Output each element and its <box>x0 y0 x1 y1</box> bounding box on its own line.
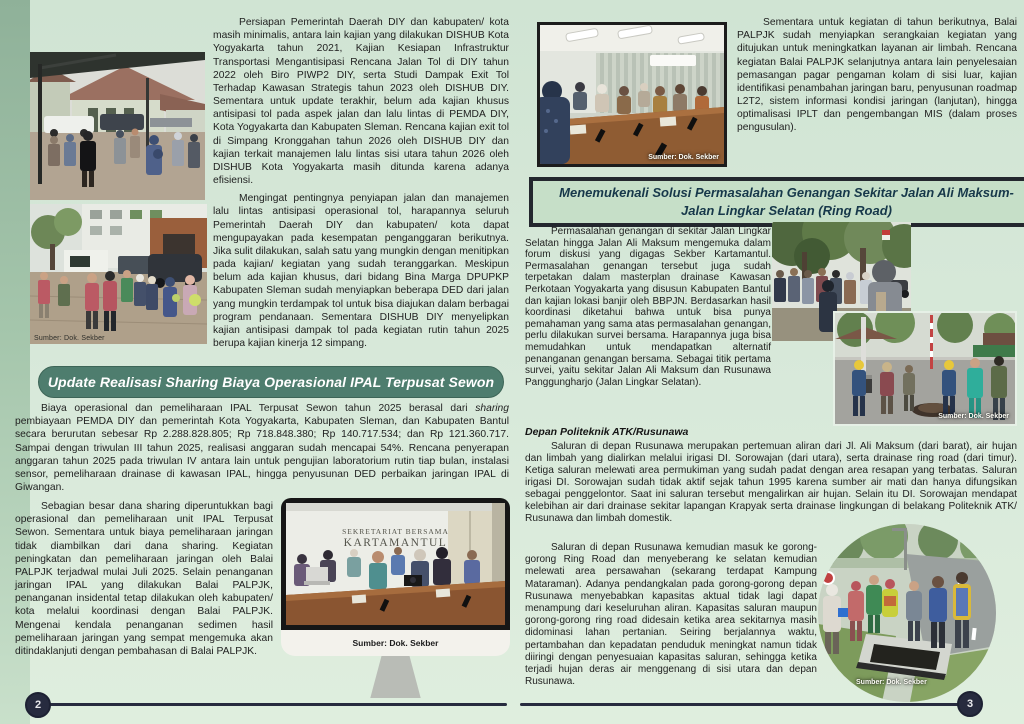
photo-sekber-meeting <box>286 503 505 625</box>
sekber-meeting-illustration <box>286 503 505 625</box>
photo-meeting-room <box>537 22 727 167</box>
courtyard-illustration <box>30 204 207 344</box>
meeting-room-illustration <box>540 25 724 164</box>
field-briefing-illustration <box>30 52 205 200</box>
photo-caption: Sumber: Dok. Sekber <box>648 154 719 161</box>
page-number-label: 2 <box>34 699 42 711</box>
sharing-paragraph-pre: Biaya operasional dan pemeliharaan IPAL Terpusat Sewon tahun 2025 berasal dari <box>41 403 476 414</box>
photo-caption: Sumber: Dok. Sekber <box>352 638 439 648</box>
photo-drainage-circle <box>818 524 996 702</box>
section-banner-genangan <box>529 177 1024 227</box>
photo-field-briefing <box>30 52 205 200</box>
banner-title: Update Realisasi Sharing Biaya Operasional IPAL Terpusat Sewon <box>47 374 495 390</box>
page-number-3 <box>957 691 983 717</box>
channel-paragraph: Saluran di depan Rusunawa merupakan pertemuan aliran dari Jl. Ali Maksum (dari barat), air hujan dan limbah yang dialirkan melalui irigasi DI. Sorowajan (dari utara), serta drainase ring road (dari timur). Ketiga saluran melewati area permukiman yang sudah padat dengan area resapan yang terbatas. Saluran irigasi DI. Sorowajan sudah tidak aktif sejak tahun 1995 karena sumber air mati dan hanya difungsikan sebagai penggelontor. Saat ini saluran tersebut mengalirkan air hujan. Selain itu DI. Sorowajan mendapat kelebihan air dari drainase sekitar lapangan Krapyak serta drainase lingkungan di belakang Politeknik ATK/ Rusunawa dan limbah domestik. <box>525 441 1017 525</box>
section-banner-ipal-sewon <box>38 366 504 398</box>
photo-courtyard-group <box>30 204 207 344</box>
page-number-2 <box>25 692 51 718</box>
wall-sign-line1: SEKRETARIAT BERSAMA <box>342 527 449 536</box>
next-activities-paragraph: Sementara untuk kegiatan di tahun berikutnya, Balai PALPJK sudah menyiapkan serangkaian kegiatan yang ditujukan untuk meningkatkan layanan air limbah. Rencana kegiatan Balai PALPJK selanjutnya antara lain penyelesaian pemasangan pagar pengaman kolam di sisi luar, kajian identifikasi penambahan jaringan baru, penyusunan roadmap L2T2, sistem informasi kondisi jaringan (lanjutan), hingga optimalisasi IPLT dan pengembangan MIS (dalam proses pengusulan). <box>737 17 1017 134</box>
photo-caption: Sumber: Dok. Sekber <box>34 335 105 342</box>
wall-sign-line2: KARTAMANTUL <box>343 537 448 549</box>
sharing-cost-paragraph <box>15 402 509 494</box>
intro-paragraph-2: Mengingat pentingnya penyiapan jalan dan manajemen lalu lintas antisipasi operasional tol, harapannya seluruh Pemerintah Daerah DIY dan kabupaten/ kota dapat mengupayakan pada kesempatan penganggaran berikutnya. Jika sulit dilakukan, salah satu yang mungkin dengan menitipkan pada kajian/ kegiatan yang sudah teranggarkan. Meskipun belum ada kajian khusus, dari bidang Bina Marga DPUPKP Kabupaten Sleman sudah menyiapkan beberapa DED dari jalan yang mungkin terdampak tol untuk bisa diajukan dalam berbagai program pendanaan. Sementara DISHUB DIY menyelipkan kajian antisipasi dampak tol pada kegiatan rutin tahun 2025 berupa kajian kinerja 12 simpang. <box>213 193 509 350</box>
manhole-survey-illustration <box>835 313 1015 424</box>
intro-paragraph-1: Persiapan Pemerintah Daerah DIY dan kabupaten/ kota masih minimalis, antara lain kajian yang dilakukan DISHUB Kota Yogyakarta tahun 2021, Kajian Kesiapan Infrastruktur Transportasi Mengantisipasi Rencana Jalan Tol di DIY tahun 2022 oleh Biro PIWP2 DIY, serta Studi Dampak Exit Tol Terhadap Kawasan Strategis tahun 2023 oleh DISHUB DIY. Sementara untuk update terakhir, belum ada kajian khusus antisipasi tol pada aspek jalan dan lalu lintas di PEMDA DIY, Kota Yogyakarta dan Kabupaten Sleman. Rencana kajian exit tol di Simpang Kronggahan tahun 2026 oleh DISHUB DIY dan kajian terkait manajemen lalu lintas sisi utara tahun 2026 oleh DISHUB Kota Yogyakarta masih ditunda karena adanya efisiensi. <box>213 17 509 187</box>
banner-title: Menemukenali Solusi Permasalahan Genangan Sekitar Jalan Ali Maksum-Jalan Lingkar Selatan (Ring Road) <box>559 185 1014 218</box>
monitor-stand <box>361 656 431 698</box>
subheading-politeknik <box>525 426 945 438</box>
footer-line-page3 <box>520 703 970 706</box>
monitor-mockup <box>281 498 510 698</box>
footer-line-page2 <box>38 703 507 706</box>
sharing-paragraph-italic: sharing <box>475 403 509 414</box>
monitor-bezel <box>281 498 510 630</box>
photo-manhole-survey <box>833 311 1017 426</box>
subheading-label: Depan Politeknik ATK/Rusunawa <box>525 426 689 438</box>
drainage-survey-illustration <box>818 524 996 702</box>
intro-text-column <box>213 16 509 350</box>
sharing-usage-paragraph: Sebagian besar dana sharing diperuntukkan bagi operasional dan pemeliharaan unit IPAL Terpusat Sewon. Sementara untuk biaya pemeliharaan jaringan tidak diambilkan dari dana sharing. Kegiatan peningkatan dan pemeliharaan jaringan oleh Balai PALPJK terjadwal mulai Juli 2025. Selain penanganan jaringan IPAL yang dilakukan Balai PALPJK, penanganan insidental tetap dilakukan oleh kabupaten/ kota melalui koordinasi dengan Balai PALPJK. Mengenai kendala penanganan sedimen hasil pemeliharaan jaringan yang sempat mengemuka akan ditindaklanjuti dengan pembahasan di Balai PALPJK. <box>15 501 273 657</box>
monitor-caption-bar <box>281 630 510 656</box>
page-number-label: 3 <box>966 698 974 710</box>
sharing-paragraph-post: pembiayaan PEMDA DIY dan pemerintah Kota Yogyakarta, Kabupaten Sleman, dan Kabupaten Bantul secara berurutan sebesar Rp 2.288.828.805; Rp 718.848.380; Rp 140.717.534; dan Rp 121.360.717. Sampai dengan triwulan III tahun 2025, realisasi anggaran sudah mencapai 54%. Rencana penyerapan anggaran tahun 2025 pada triwulan IV antara lain untuk pengujian laboratorium rutin tiap bulan, instalasi sensor, pemeliharaan drainase di kawasan IPAL, hingga penyusunan DED perbaikan jaringan IPAL di Giwangan. <box>15 416 509 494</box>
flood-problem-paragraph: Permasalahan genangan di sekitar Jalan Lingkar Selatan hingga Jalan Ali Maksum mengemuka dalam forum diskusi yang digagas Sekber Kartamantul. Permasalahan genangan tersebut juga sudah terpetakan dalam masterplan drainase Kawasan Perkotaan Yogyakarta yang disusun Kabupaten Bantul dan kajian lokasi banjir oleh BBPJN. Berdasarkan hasil koordinasi diketahui bahwa untuk bisa punya pemahaman yang sama atas permasalahan genangan, perlu dilakukan survei bersama. Harapannya juga bisa memudahkan untuk mendapatkan alternatif penanganan genangan bersama. Sebagai titik pertama survei, yaitu sekitar Jalan Ali Maksum dan Rusunawa Panggungharjo (Jalan Lingkar Selatan). <box>525 226 771 388</box>
culvert-paragraph: Saluran di depan Rusunawa kemudian masuk ke gorong-gorong Ring Road dan menyeberang ke selatan kemudian melewati area persawahan (sekarang terdapat Kampung Mataraman). Adanya pendangkalan pada gorong-gorong depan Rusunawa menyebabkan kapasitas aktual tidak lagi dapat menampung dari keseluruhan aliran. Kapasitas saluran maupun gorong-gorong ring road didesain ketika area sekitarnya masih didominasi lahan pertanian. Seiring berjalannya waktu, pertambahan dan kepadatan penduduk meningkat namun tidak diiringi dengan penyesuaian kapasitas saluran, sehingga ketika terjadi hujan deras air menggenang di sisi utara dan depan Rusunawa. <box>525 542 817 688</box>
photo-caption: Sumber: Dok. Sekber <box>938 413 1009 420</box>
photo-caption: Sumber: Dok. Sekber <box>856 679 927 686</box>
